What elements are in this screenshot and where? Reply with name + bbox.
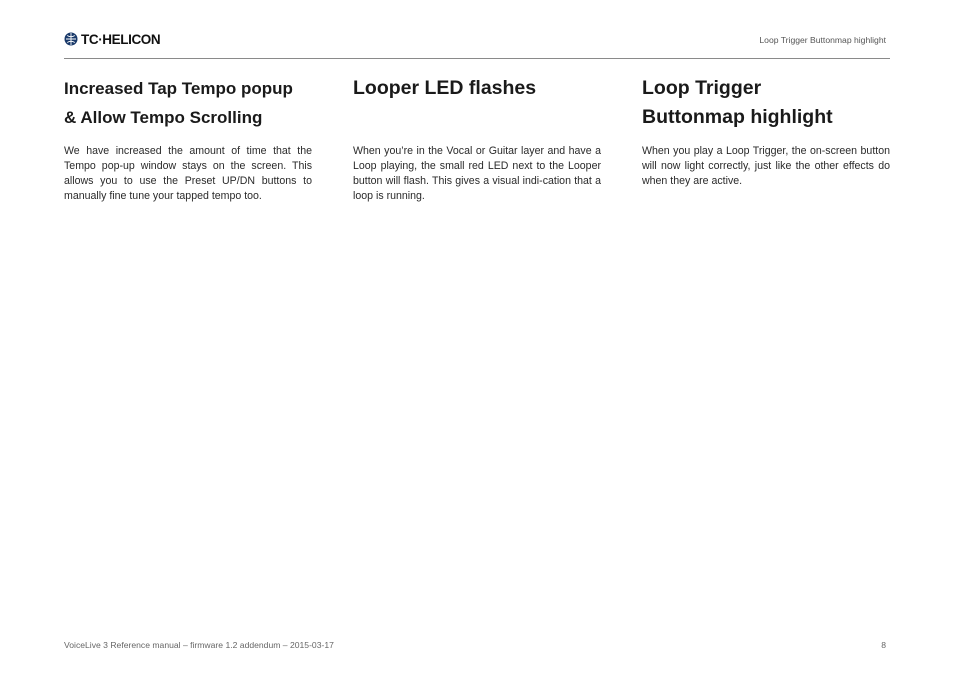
globe-logo-icon bbox=[64, 32, 78, 46]
section-heading bbox=[64, 74, 312, 144]
footer-doc-info: VoiceLive 3 Reference manual – firmware 1.2 addendum – 2015-03-17 bbox=[64, 640, 334, 650]
heading-line-2: & Allow Tempo Scrolling bbox=[64, 108, 263, 127]
column-tap-tempo bbox=[64, 74, 312, 204]
page-number: 8 bbox=[881, 640, 886, 650]
running-header-title: Loop Trigger Buttonmap highlight bbox=[759, 35, 886, 45]
heading-line-2: Buttonmap highlight bbox=[642, 106, 833, 128]
heading-line-1: Looper LED flashes bbox=[353, 77, 537, 99]
header-divider bbox=[64, 58, 890, 59]
heading-line-1: Increased Tap Tempo popup bbox=[64, 79, 293, 98]
brand-logo bbox=[64, 31, 160, 47]
section-body: When you play a Loop Trigger, the on-screen button will now light correctly, just like the other effects do when they are active. bbox=[642, 145, 890, 187]
column-looper-led bbox=[353, 74, 601, 204]
section-heading bbox=[353, 74, 601, 144]
heading-line-1: Loop Trigger bbox=[642, 77, 762, 99]
section-body: When you’re in the Vocal or Guitar layer and have a Loop playing, the small red LED next to the Looper button will flash. This gives a visual indi-cation that a loop is running. bbox=[353, 145, 601, 202]
section-heading bbox=[642, 74, 890, 144]
brand-name: TC·HELICON bbox=[81, 31, 161, 47]
column-loop-trigger bbox=[642, 74, 890, 189]
section-body: We have increased the amount of time that the Tempo pop-up window stays on the screen. This allows you to use the Preset UP/DN buttons to manually fine tune your tapped tempo too. bbox=[64, 145, 312, 202]
